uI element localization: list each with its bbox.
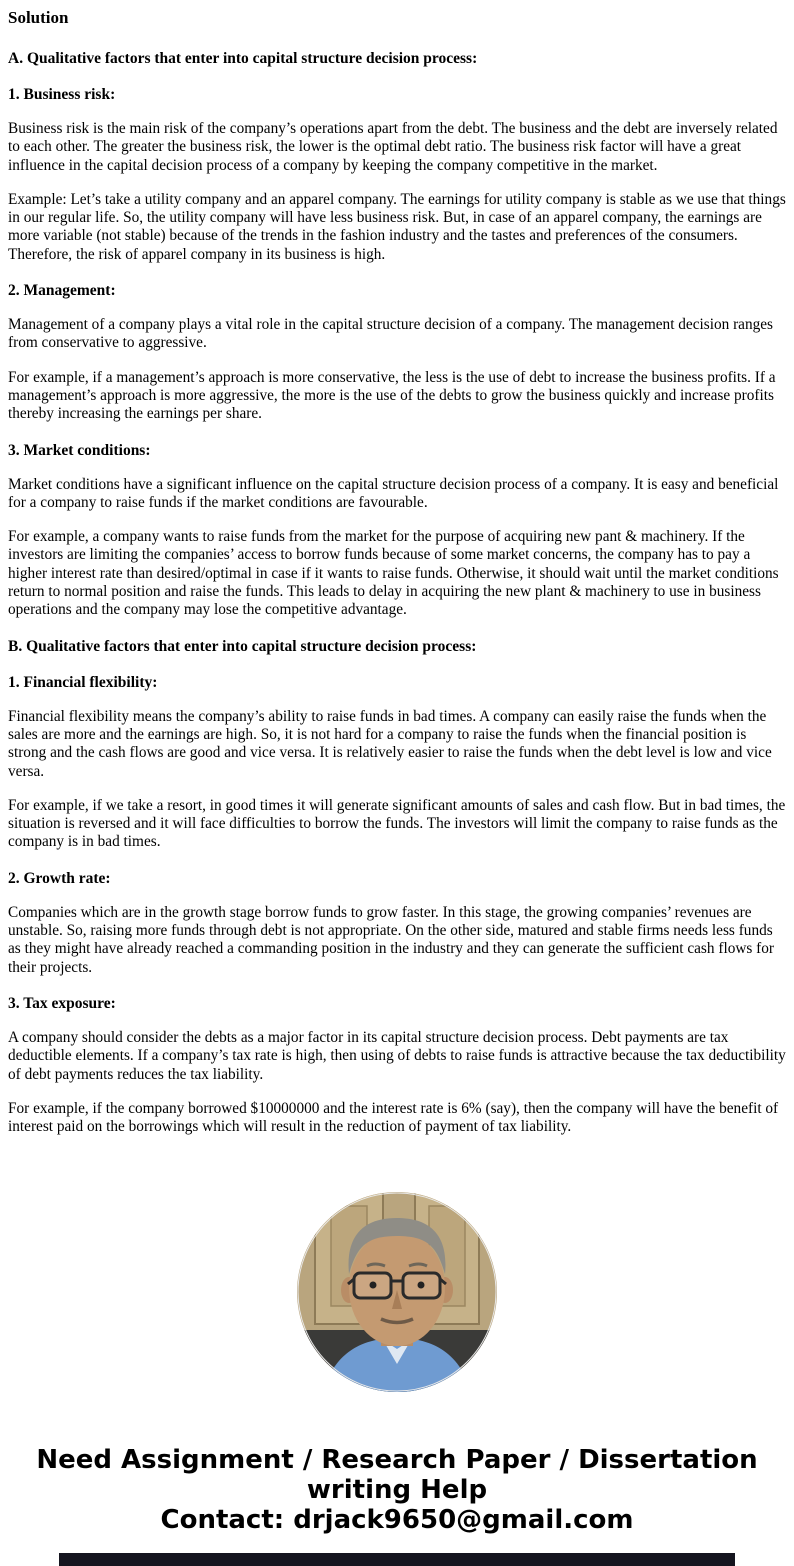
sub-heading-management: 2. Management: <box>8 282 116 300</box>
paragraph: A company should consider the debts as a major factor in its capital structure decision process. Debt payments are tax deductible elements. If a company’s tax rate is high, then using of debts to raise funds is attractive because the tax deductibility of debt payments reduces the tax liability. <box>8 1028 786 1083</box>
bottom-bar <box>59 1553 735 1566</box>
sub-heading-market-conditions: 3. Market conditions: <box>8 441 151 459</box>
sub-heading-tax-exposure: 3. Tax exposure: <box>8 994 116 1012</box>
contact-email: Contact: drjack9650@gmail.com <box>160 1505 634 1536</box>
paragraph: Financial flexibility means the company’s ability to raise funds in bad times. A company can easily raise the funds when the sales are more and the earnings are high. So, it is not hard for a company to raise the funds when the financial position is strong and the cash flows are good and vice versa. It is relatively easier to raise the funds when the debt level is low and vice versa. <box>8 707 772 780</box>
avatar-container <box>8 1192 786 1397</box>
tutor-photo <box>297 1192 497 1392</box>
paragraph: Companies which are in the growth stage borrow funds to grow faster. In this stage, the growing companies’ revenues are unstable. So, raising more funds through debt is not appropriate. On the other side, matured and stable firms needs less funds as they might have already reached a commanding position in the industry and they can generate the sufficient cash flows for their projects. <box>8 903 775 976</box>
paragraph: Example: Let’s take a utility company and an apparel company. The earnings for utility company is stable as we use that things in our regular life. So, the utility company will have less business risk. But, in case of an apparel company, the earnings are more variable (not stable) because of the trends in the fashion industry and the tastes and preferences of the consumers. Therefore, the risk of apparel company in its business is high. <box>8 190 786 263</box>
sub-heading-growth-rate: 2. Growth rate: <box>8 869 111 887</box>
paragraph: Business risk is the main risk of the company’s operations apart from the debt. The business and the debt are inversely related to each other. The greater the business risk, the lower is the optimal debt ratio. The business risk factor will have a great influence in the capital decision process of a company by keeping the company competitive in the market. <box>8 120 778 174</box>
section-heading-a: A. Qualitative factors that enter into capital structure decision process: <box>8 50 478 67</box>
cta-line-2: writing Help <box>306 1475 488 1506</box>
cta-line-1: Need Assignment / Research Paper / Dissertation <box>36 1445 758 1476</box>
paragraph: For example, if we take a resort, in good times it will generate significant amounts of sales and cash flow. But in bad times, the situation is reversed and it will face difficulties to borrow the funds. The investors will limit the company to raise funds as the company is in bad times. <box>8 796 786 851</box>
paragraph: For example, if the company borrowed $10000000 and the interest rate is 6% (say), then the company will have the benefit of interest paid on the borrowings which will result in the reduction of payment of tax liability. <box>8 1099 779 1136</box>
sub-heading-financial-flexibility: 1. Financial flexibility: <box>8 673 158 691</box>
sub-heading-business-risk: 1. Business risk: <box>8 86 116 103</box>
page-title: Solution <box>8 8 69 27</box>
section-heading-b: B. Qualitative factors that enter into capital structure decision process: <box>8 637 477 655</box>
paragraph: Management of a company plays a vital role in the capital structure decision of a company. The management decision ranges from conservative to aggressive. <box>8 316 774 352</box>
paragraph: For example, if a management’s approach is more conservative, the less is the use of debt to increase the business profits. If a management’s approach is more aggressive, the more is the use of the debts to grow the business quickly and increase profits thereby increasing the earnings per share. <box>8 368 776 423</box>
paragraph: Market conditions have a significant influence on the capital structure decision process of a company. It is easy and beneficial for a company to raise funds if the market conditions are favourable. <box>8 475 779 511</box>
footer-cta <box>8 1445 786 1535</box>
paragraph: For example, a company wants to raise funds from the market for the purpose of acquiring new pant & machinery. If the investors are limiting the companies’ access to borrow funds because of some market concerns, the company has to pay a higher interest rate than desired/optimal in case if it wants to raise funds. Otherwise, it should wait until the market conditions return to normal position and raise the funds. This leads to delay in acquiring the new plant & machinery to use in business operations and the company may lose the competitive advantage. <box>8 528 779 619</box>
